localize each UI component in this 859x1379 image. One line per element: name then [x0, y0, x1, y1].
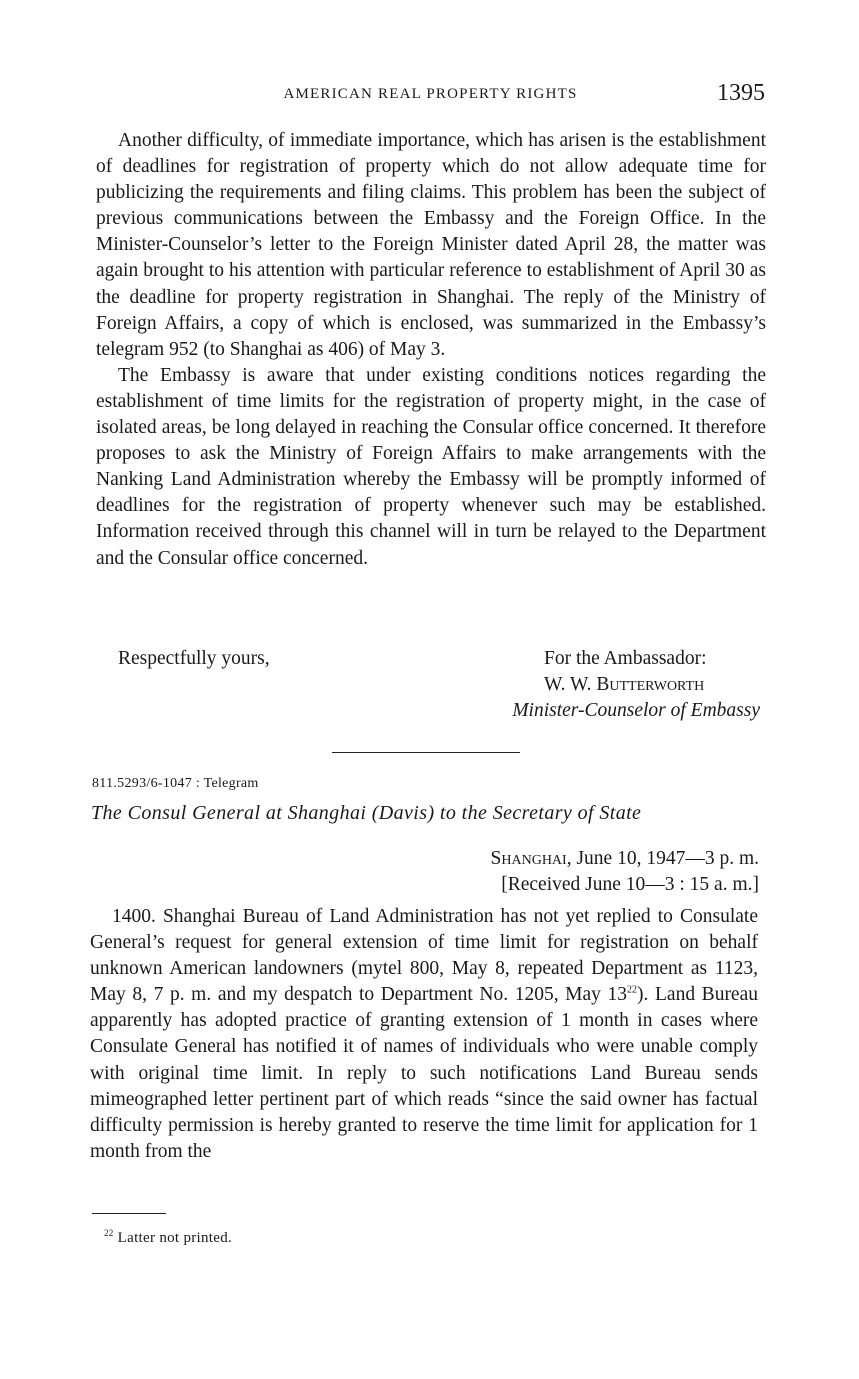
complimentary-close: Respectfully yours,: [118, 648, 270, 669]
dateline-sent: June 10, 1947—3 p. m.: [576, 848, 759, 869]
footnote-reference: 22: [627, 984, 638, 996]
telegram-text-part1: 1400. Shanghai Bureau of Land Administration has not yet replied to Consulate General’s request for general extension of time limit for registration on behalf unknown American landowners (mytel 800, May 8, repeated Department as 1123, May 8, 7 p. m. and my despatch to Department No. 1205, May 13: [90, 906, 758, 1006]
section-separator: [332, 752, 520, 753]
dateline-place: Shanghai,: [490, 848, 572, 869]
dateline: [491, 846, 759, 898]
letter-closing: [96, 646, 766, 730]
telegram-body: [90, 904, 758, 1165]
for-ambassador-line: For the Ambassador:: [544, 648, 707, 669]
letter-paragraph-2: The Embassy is aware that under existing conditions notices regarding the establishment of time limits for the registration of property might, in the case of isolated areas, be long delayed in reaching the Consular office concerned. It therefore proposes to ask the Ministry of Foreign Affairs to make arrangements with the Nanking Land Administration whereby the Embassy will be promptly informed of deadlines for the registration of property whenever such may be established. Information received through this channel will in turn be relayed to the Department and the Consular office concerned.: [96, 364, 766, 569]
page-number: 1395: [717, 80, 765, 106]
footnote: [104, 1230, 232, 1247]
sent-line: [491, 846, 759, 872]
file-reference: 811.5293/6-1047 : Telegram: [92, 776, 259, 791]
footnote-text: Latter not printed.: [117, 1230, 233, 1246]
signature-surname: Butterworth: [596, 674, 705, 695]
footnote-marker: 22: [104, 1228, 114, 1238]
running-title: AMERICAN REAL PROPERTY RIGHTS: [283, 86, 578, 102]
signatory-title: Minister-Counselor of Embassy: [512, 700, 760, 721]
received-line: [Received June 10—3 : 15 a. m.]: [501, 874, 759, 896]
footnote-rule: [92, 1213, 166, 1214]
letter-paragraph-1: Another difficulty, of immediate importance, which has arisen is the establishment of deadlines for registration of property which do not allow adequate time for publicizing the requirements and filing claims. This problem has been the subject of previous communications between the Embassy and the Foreign Office. In the Minister-Counselor’s letter to the Foreign Minister dated April 28, the matter was again brought to his attention with particular reference to establishment of April 30 as the deadline for property registration in Shanghai. The reply of the Ministry of Foreign Affairs, a copy of which is enclosed, was summarized in the Embassy’s telegram 952 (to Shanghai as 406) of May 3.: [96, 130, 766, 360]
letter-body: [96, 128, 766, 572]
signature: [544, 672, 762, 698]
telegram-text-part2: ). Land Bureau apparently has adopted practice of granting extension of 1 month in cases where Consulate General has notified it of names of individuals who were unable comply with original time limit. In reply to such notifications Land Bureau sends mimeographed letter pertinent part of which reads “since the said owner has factual difficulty permission is hereby granted to reserve the time limit for application for 1 month from the: [90, 984, 758, 1162]
running-head: [96, 80, 765, 110]
telegram-paragraph: [90, 904, 758, 1165]
signature-initials: W. W.: [544, 674, 592, 695]
document-heading: The Consul General at Shanghai (Davis) to the Secretary of State: [91, 802, 642, 824]
